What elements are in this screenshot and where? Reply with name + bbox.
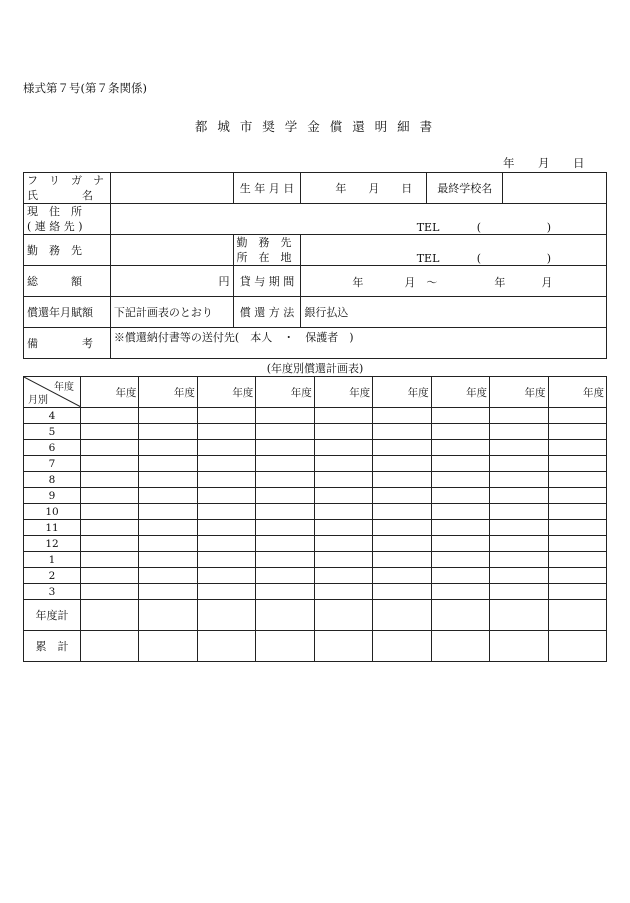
amount-cell[interactable]	[81, 520, 139, 536]
amount-cell[interactable]	[373, 488, 431, 504]
amount-cell[interactable]	[490, 408, 548, 424]
amount-cell[interactable]	[197, 552, 255, 568]
month-label: 5	[24, 424, 81, 440]
schedule-row	[24, 424, 607, 440]
schedule-row	[24, 472, 607, 488]
amount-cell[interactable]	[314, 568, 372, 584]
date-year: 年	[503, 156, 515, 170]
year-header[interactable]: 年度	[373, 377, 431, 408]
amount-cell[interactable]	[256, 536, 314, 552]
amount-cell[interactable]	[81, 488, 139, 504]
amount-cell[interactable]	[197, 584, 255, 600]
amount-cell[interactable]	[373, 552, 431, 568]
amount-cell[interactable]	[548, 408, 607, 424]
repay-method-label: 償 還 方 法	[233, 297, 301, 328]
loan-period-year-1: 年	[352, 275, 364, 289]
amount-cell[interactable]	[256, 631, 314, 662]
schedule-row	[24, 536, 607, 552]
amount-cell[interactable]	[373, 631, 431, 662]
year-header[interactable]: 年度	[139, 377, 197, 408]
amount-cell[interactable]	[490, 631, 548, 662]
employer-field[interactable]	[110, 235, 233, 266]
amount-cell[interactable]	[373, 504, 431, 520]
schedule-row	[24, 552, 607, 568]
amount-cell[interactable]	[197, 600, 255, 631]
year-header[interactable]: 年度	[548, 377, 607, 408]
amount-cell[interactable]	[81, 584, 139, 600]
dob-day-unit: 日	[401, 182, 413, 195]
schedule-row	[24, 520, 607, 536]
amount-cell[interactable]	[431, 408, 489, 424]
amount-cell[interactable]	[373, 584, 431, 600]
amount-cell[interactable]	[548, 631, 607, 662]
employer-tel-paren-open: (	[476, 252, 481, 265]
amount-cell[interactable]	[548, 424, 607, 440]
amount-cell[interactable]	[548, 600, 607, 631]
amount-cell[interactable]	[139, 536, 197, 552]
amount-cell[interactable]	[197, 488, 255, 504]
amount-cell[interactable]	[139, 631, 197, 662]
amount-cell[interactable]	[314, 456, 372, 472]
address-field[interactable]	[110, 204, 606, 235]
amount-cell[interactable]	[490, 536, 548, 552]
remarks-value: ※償還納付書等の送付先( 本人 ・ 保護者 )	[110, 328, 606, 359]
amount-cell[interactable]	[314, 472, 372, 488]
amount-cell[interactable]	[431, 568, 489, 584]
employer-tel-label: TEL	[416, 252, 440, 265]
amount-cell[interactable]	[256, 584, 314, 600]
form-number: 様式第７号(第７条関係)	[23, 81, 147, 95]
employer-location-label-cell	[233, 235, 301, 266]
amount-cell[interactable]	[373, 408, 431, 424]
amount-cell[interactable]	[139, 488, 197, 504]
amount-cell[interactable]	[490, 584, 548, 600]
employer-label: 勤 務 先	[24, 235, 111, 266]
remarks-label: 備 考	[24, 328, 111, 359]
amount-cell[interactable]	[81, 631, 139, 662]
amount-cell[interactable]	[490, 440, 548, 456]
total-field[interactable]	[110, 266, 233, 297]
amount-cell[interactable]	[490, 552, 548, 568]
repay-amount-label: 償還年月賦額	[24, 297, 111, 328]
amount-cell[interactable]	[548, 552, 607, 568]
amount-cell[interactable]	[139, 584, 197, 600]
schedule-corner-header	[24, 377, 81, 408]
amount-cell[interactable]	[314, 520, 372, 536]
employer-tel-paren-close: )	[546, 252, 551, 265]
repay-amount-value: 下記計画表のとおり	[110, 297, 233, 328]
amount-cell[interactable]	[81, 440, 139, 456]
month-label: 3	[24, 584, 81, 600]
amount-cell[interactable]	[256, 472, 314, 488]
amount-cell[interactable]	[197, 440, 255, 456]
month-label: 12	[24, 536, 81, 552]
amount-cell[interactable]	[373, 536, 431, 552]
month-label: 1	[24, 552, 81, 568]
applicant-info-table	[23, 172, 607, 359]
schedule-row	[24, 408, 607, 424]
amount-cell[interactable]	[81, 600, 139, 631]
amount-cell[interactable]	[81, 472, 139, 488]
amount-cell[interactable]	[139, 552, 197, 568]
month-label: 10	[24, 504, 81, 520]
year-header[interactable]: 年度	[490, 377, 548, 408]
schedule-caption: (年度別償還計画表)	[266, 362, 364, 375]
yen-unit: 円	[218, 275, 230, 288]
amount-cell[interactable]	[256, 424, 314, 440]
amount-cell[interactable]	[197, 536, 255, 552]
amount-cell[interactable]	[139, 408, 197, 424]
amount-cell[interactable]	[256, 440, 314, 456]
school-field[interactable]	[503, 173, 607, 204]
name-field[interactable]	[110, 173, 233, 204]
amount-cell[interactable]	[139, 424, 197, 440]
amount-cell[interactable]	[197, 472, 255, 488]
loan-period-year-2: 年	[494, 275, 506, 289]
schedule-row	[24, 631, 607, 662]
dob-field[interactable]	[301, 173, 427, 204]
amount-cell[interactable]	[314, 440, 372, 456]
amount-cell[interactable]	[139, 568, 197, 584]
amount-cell[interactable]	[81, 408, 139, 424]
schedule-row	[24, 600, 607, 631]
loan-period-field[interactable]	[301, 266, 607, 297]
month-label: 6	[24, 440, 81, 456]
schedule-row	[24, 568, 607, 584]
amount-cell[interactable]	[139, 520, 197, 536]
amount-cell[interactable]	[490, 504, 548, 520]
year-header[interactable]: 年度	[197, 377, 255, 408]
amount-cell[interactable]	[373, 520, 431, 536]
school-label: 最終学校名	[427, 173, 503, 204]
amount-cell[interactable]	[373, 568, 431, 584]
loan-period-label: 貸 与 期 間	[233, 266, 301, 297]
amount-cell[interactable]	[256, 600, 314, 631]
amount-cell[interactable]	[431, 536, 489, 552]
month-label: 8	[24, 472, 81, 488]
amount-cell[interactable]	[548, 504, 607, 520]
address-label: 現 住 所	[27, 205, 82, 218]
amount-cell[interactable]	[490, 568, 548, 584]
loan-period-month-2: 月	[541, 275, 553, 289]
amount-cell[interactable]	[256, 456, 314, 472]
amount-cell[interactable]	[431, 472, 489, 488]
amount-cell[interactable]	[197, 456, 255, 472]
month-label: 11	[24, 520, 81, 536]
furigana-label: フ リ ガ ナ	[27, 174, 104, 187]
schedule-row	[24, 504, 607, 520]
amount-cell[interactable]	[314, 552, 372, 568]
date-day: 日	[573, 156, 585, 170]
dob-label: 生 年 月 日	[233, 173, 301, 204]
amount-cell[interactable]	[139, 440, 197, 456]
amount-cell[interactable]	[373, 456, 431, 472]
loan-period-tilde: ～	[426, 275, 438, 289]
address-tel-paren-close: )	[546, 221, 551, 234]
amount-cell[interactable]	[431, 504, 489, 520]
amount-cell[interactable]	[490, 600, 548, 631]
amount-cell[interactable]	[490, 520, 548, 536]
amount-cell[interactable]	[548, 472, 607, 488]
amount-cell[interactable]	[197, 568, 255, 584]
amount-cell[interactable]	[139, 472, 197, 488]
amount-cell[interactable]	[256, 504, 314, 520]
amount-cell[interactable]	[314, 600, 372, 631]
amount-cell[interactable]	[314, 504, 372, 520]
amount-cell[interactable]	[314, 424, 372, 440]
amount-cell[interactable]	[81, 504, 139, 520]
annual-total-label: 年度計	[24, 600, 81, 631]
amount-cell[interactable]	[314, 584, 372, 600]
amount-cell[interactable]	[490, 472, 548, 488]
address-label-cell	[24, 204, 111, 235]
employer-location-label-2: 所 在 地	[236, 251, 292, 264]
amount-cell[interactable]	[314, 408, 372, 424]
cumulative-total-label: 累 計	[24, 631, 81, 662]
amount-cell[interactable]	[81, 536, 139, 552]
amount-cell[interactable]	[373, 472, 431, 488]
amount-cell[interactable]	[431, 456, 489, 472]
employer-location-field[interactable]	[301, 235, 607, 266]
name-label: 氏 名	[27, 189, 93, 202]
schedule-row	[24, 584, 607, 600]
total-label: 総 額	[24, 266, 111, 297]
amount-cell[interactable]	[548, 536, 607, 552]
amount-cell[interactable]	[197, 631, 255, 662]
amount-cell[interactable]	[431, 552, 489, 568]
month-label: 9	[24, 488, 81, 504]
furigana-name-label-cell	[24, 173, 111, 204]
amount-cell[interactable]	[548, 440, 607, 456]
amount-cell[interactable]	[256, 408, 314, 424]
year-header[interactable]: 年度	[81, 377, 139, 408]
amount-cell[interactable]	[139, 456, 197, 472]
amount-cell[interactable]	[431, 440, 489, 456]
amount-cell[interactable]	[431, 631, 489, 662]
amount-cell[interactable]	[81, 552, 139, 568]
amount-cell[interactable]	[81, 424, 139, 440]
dob-month-unit: 月	[368, 182, 380, 195]
amount-cell[interactable]	[548, 584, 607, 600]
year-header[interactable]: 年度	[431, 377, 489, 408]
year-header[interactable]: 年度	[314, 377, 372, 408]
amount-cell[interactable]	[431, 424, 489, 440]
employer-location-label-1: 勤 務 先	[236, 236, 292, 249]
amount-cell[interactable]	[431, 600, 489, 631]
amount-cell[interactable]	[490, 456, 548, 472]
amount-cell[interactable]	[81, 568, 139, 584]
repayment-schedule-table	[23, 376, 607, 662]
amount-cell[interactable]	[197, 520, 255, 536]
amount-cell[interactable]	[490, 424, 548, 440]
amount-cell[interactable]	[548, 456, 607, 472]
loan-period-month-1: 月	[404, 275, 416, 289]
amount-cell[interactable]	[431, 488, 489, 504]
address-tel-label: TEL	[416, 221, 440, 234]
month-label: 2	[24, 568, 81, 584]
amount-cell[interactable]	[197, 424, 255, 440]
amount-cell[interactable]	[373, 424, 431, 440]
amount-cell[interactable]	[548, 488, 607, 504]
amount-cell[interactable]	[431, 520, 489, 536]
schedule-row	[24, 488, 607, 504]
amount-cell[interactable]	[314, 488, 372, 504]
corner-month-label: 月別	[28, 395, 48, 406]
repay-method-value: 銀行払込	[301, 297, 607, 328]
amount-cell[interactable]	[256, 552, 314, 568]
schedule-row	[24, 440, 607, 456]
month-label: 4	[24, 408, 81, 424]
contact-label: ( 連 絡 先 )	[27, 220, 83, 233]
month-label: 7	[24, 456, 81, 472]
address-tel-paren-open: (	[476, 221, 481, 234]
date-month: 月	[538, 156, 550, 170]
amount-cell[interactable]	[197, 504, 255, 520]
corner-year-label: 年度	[54, 382, 74, 393]
amount-cell[interactable]	[256, 520, 314, 536]
amount-cell[interactable]	[490, 488, 548, 504]
amount-cell[interactable]	[256, 488, 314, 504]
year-header[interactable]: 年度	[256, 377, 314, 408]
amount-cell[interactable]	[139, 600, 197, 631]
document-title: 都 城 市 奨 学 金 償 還 明 細 書	[194, 119, 436, 134]
amount-cell[interactable]	[373, 600, 431, 631]
amount-cell[interactable]	[548, 568, 607, 584]
amount-cell[interactable]	[81, 456, 139, 472]
amount-cell[interactable]	[431, 584, 489, 600]
schedule-row	[24, 456, 607, 472]
amount-cell[interactable]	[314, 631, 372, 662]
amount-cell[interactable]	[139, 504, 197, 520]
amount-cell[interactable]	[373, 440, 431, 456]
amount-cell[interactable]	[256, 568, 314, 584]
amount-cell[interactable]	[197, 408, 255, 424]
dob-year-unit: 年	[335, 182, 347, 195]
amount-cell[interactable]	[548, 520, 607, 536]
amount-cell[interactable]	[314, 536, 372, 552]
